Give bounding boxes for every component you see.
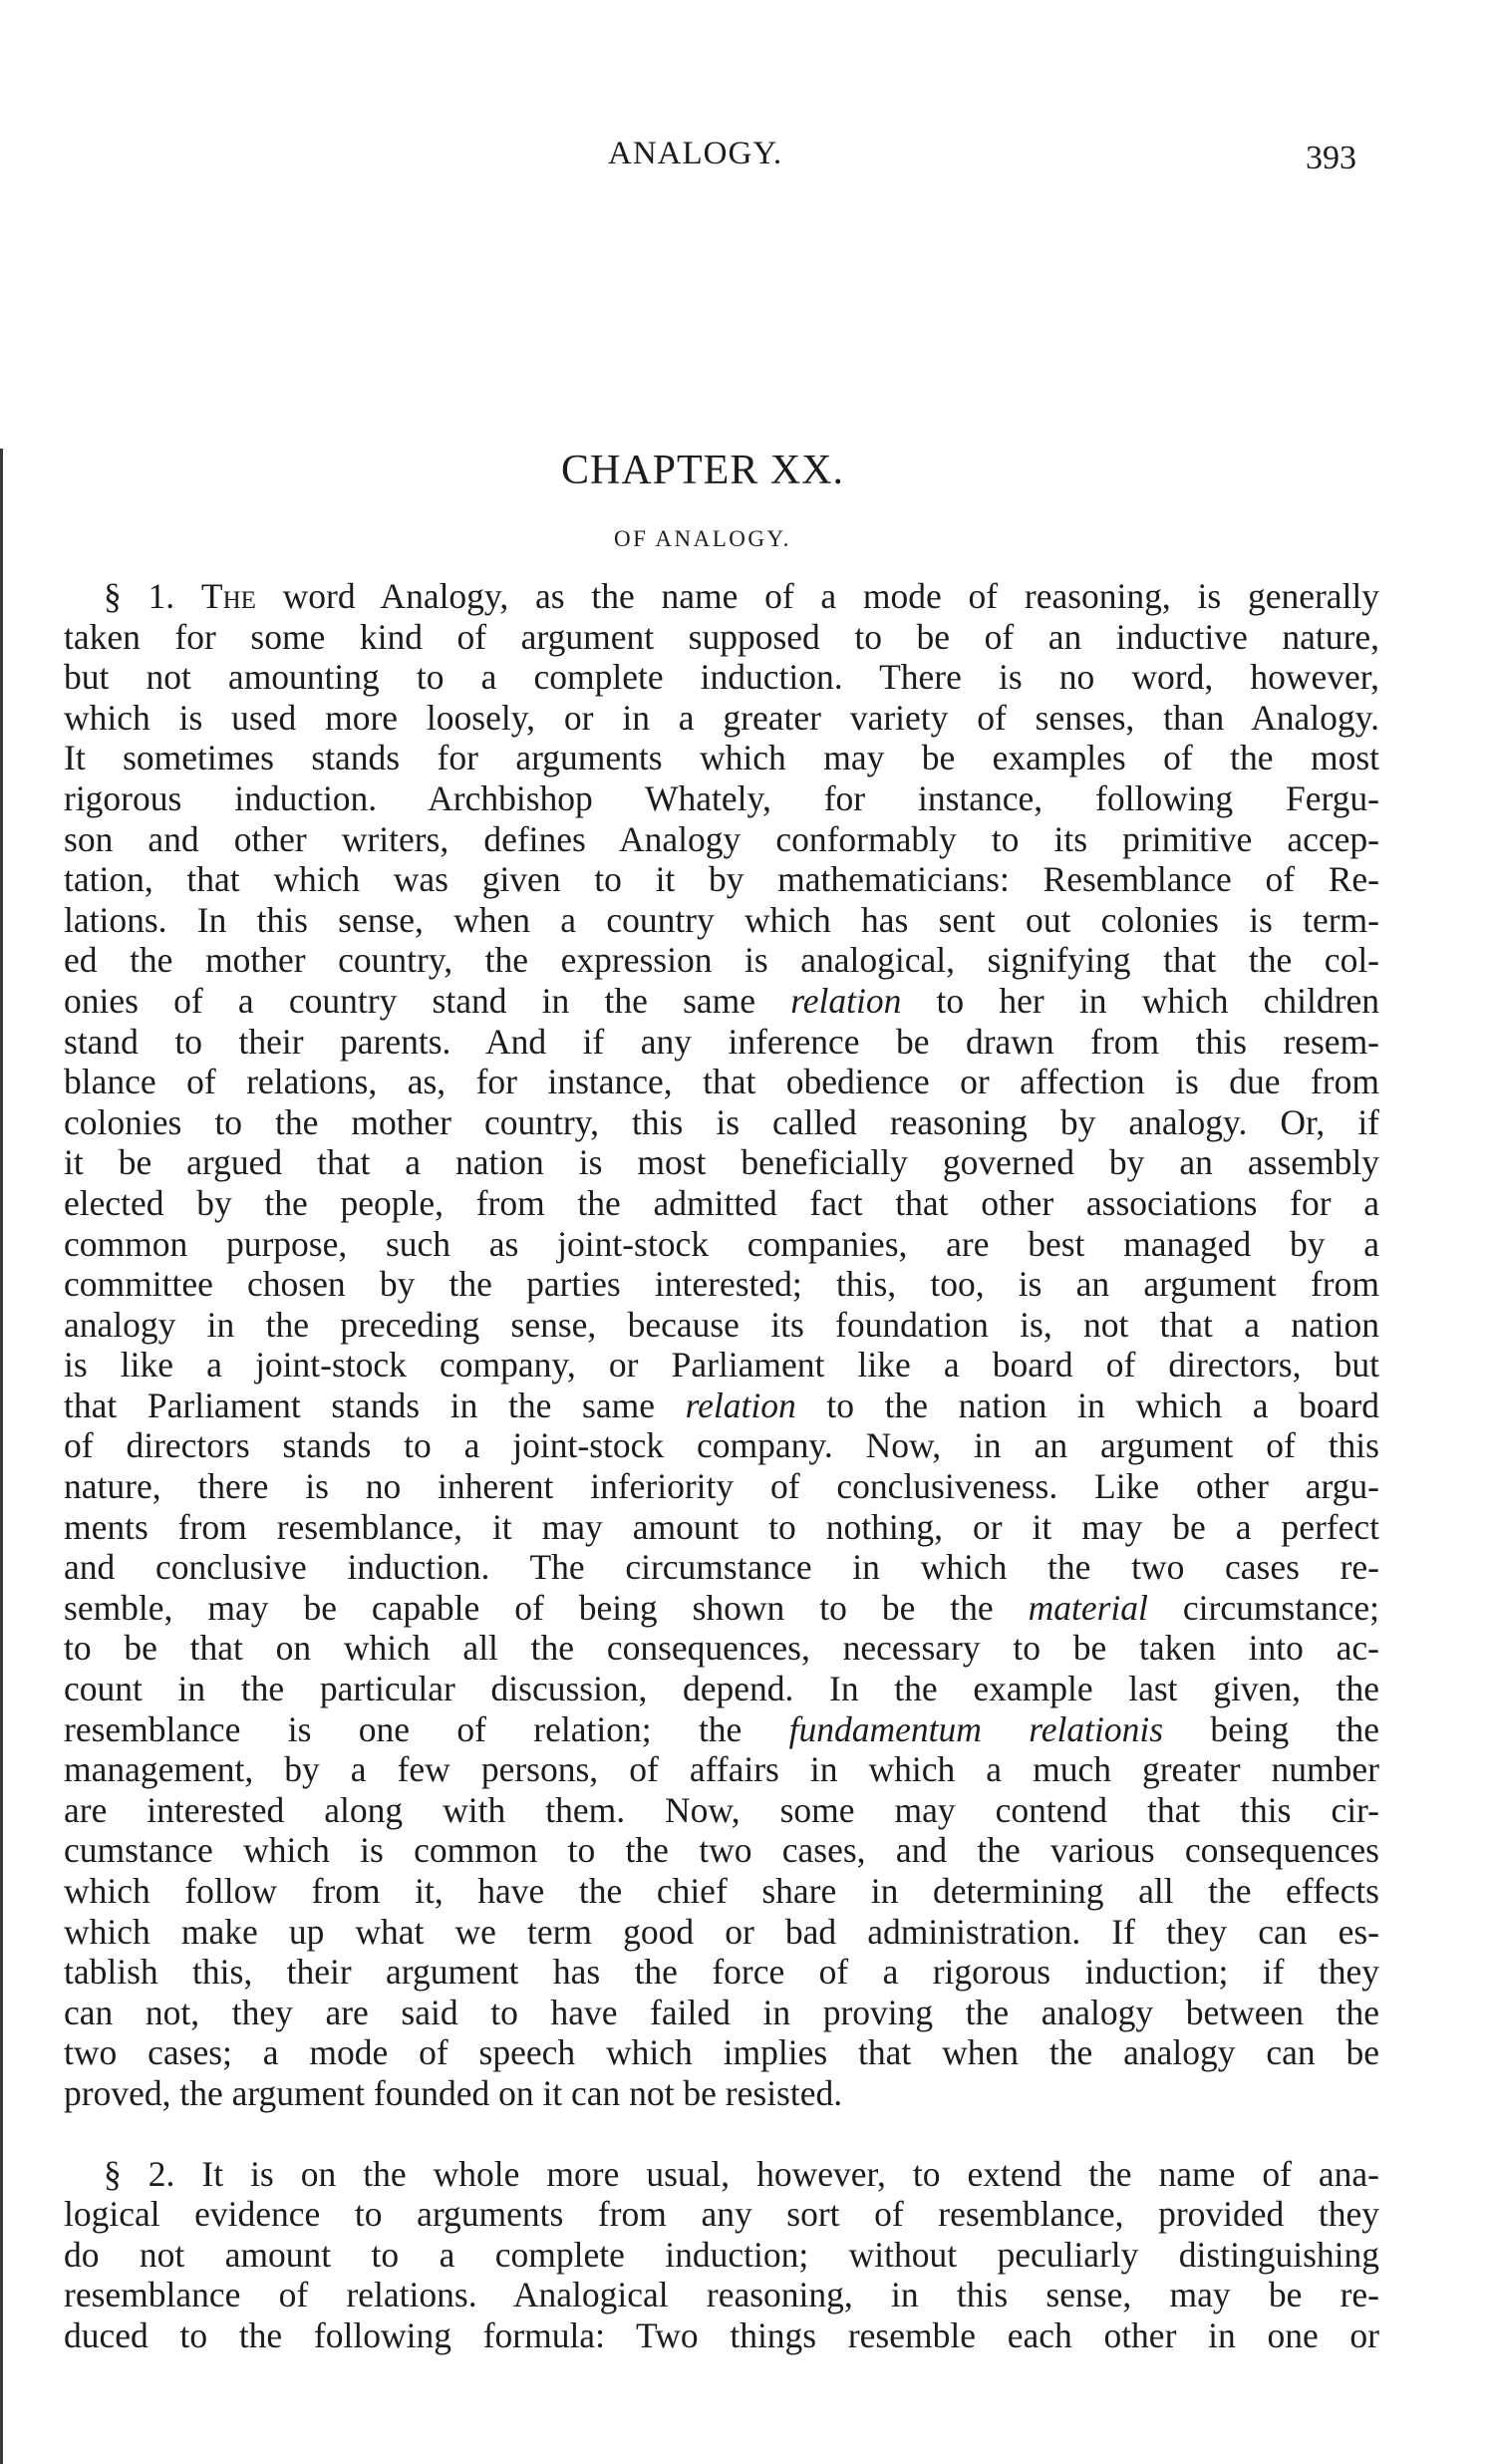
text-line: logical evidence to arguments from any sort of resemblance, provided they [64,2194,1379,2235]
text-line: which make up what we term good or bad administration. If they can es- [64,1911,1379,1952]
text-line: duced to the following formula: Two things resemble each other in one or [64,2314,1379,2355]
text-line: elected by the people, from the admitted fact that other associations for a [64,1182,1379,1223]
text-line: analogy in the preceding sense, because its foundation is, not that a nation [64,1304,1379,1345]
text-line: stand to their parents. And if any inference be drawn from this resem- [64,1021,1379,1062]
text-line: which follow from it, have the chief share in determining all the effects [64,1871,1379,1911]
text-line: are interested along with them. Now, some may contend that this cir- [64,1789,1379,1830]
chapter-subtitle: OF ANALOGY. [614,526,791,551]
text-line: onies of a country stand in the same relation to her in which children [64,980,1379,1021]
text-line: proved, the argument founded on it can not be resisted. [64,2072,843,2113]
text-line: resemblance is one of relation; the fundamentum relationis being the [64,1708,1380,1749]
page-number: 393 [1306,140,1356,176]
text-line: can not, they are said to have failed in proving the analogy between the [64,1992,1379,2032]
paragraph-gap [64,2114,1379,2154]
text-line: two cases; a mode of speech which implies that when the analogy can be [64,2032,1379,2073]
running-head: ANALOGY. [608,136,783,171]
text-line: resemblance of relations. Analogical reasoning, in this sense, may be re- [64,2275,1379,2315]
italic-term: fundamentum relationis [788,1708,1164,1749]
text-line: colonies to the mother country, this is called reasoning by analogy. Or, if [64,1101,1379,1142]
text-line: taken for some kind of argument supposed to be of an inductive nature, [64,616,1379,657]
text-line: rigorous induction. Archbishop Whately, for instance, following Fergu- [64,777,1379,818]
italic-term: material [1028,1587,1148,1628]
section-mark: § 1. [104,576,175,616]
paragraph-section-1 [64,576,1379,2114]
text-line: count in the particular discussion, depend. In the example last given, the [64,1669,1379,1709]
body-text [64,576,1379,2356]
text-line: ments from resemblance, it may amount to nothing, or it may be a perfect [64,1506,1379,1547]
text-line: tation, that which was given to it by mathematicians: Resemblance of Re- [64,859,1379,900]
italic-term: relation [790,980,902,1021]
text-line: common purpose, such as joint-stock companies, are best managed by a [64,1223,1379,1264]
text-line: § 1. The word Analogy, as the name of a mode of reasoning, is generally [104,576,1380,616]
paragraph-section-2 [64,2154,1379,2356]
text-line: do not amount to a complete induction; without peculiarly distinguishing [64,2234,1379,2275]
text-line: cumstance which is common to the two cases, and the various consequences [64,1830,1379,1871]
text-line: semble, may be capable of being shown to be the material circumstance; [64,1587,1379,1628]
text-line: but not amounting to a complete induction. There is no word, however, [64,657,1379,698]
chapter-title: CHAPTER XX. [560,448,845,493]
text-line: committee chosen by the parties interested; this, too, is an argument from [64,1264,1379,1305]
text-line: is like a joint-stock company, or Parliament like a board of directors, but [64,1345,1379,1386]
text-line: of directors stands to a joint-stock company. Now, in an argument of this [64,1425,1379,1466]
text-line: blance of relations, as, for instance, that obedience or affection is due from [64,1062,1379,1102]
text-line: and conclusive induction. The circumstance in which the two cases re- [64,1547,1379,1588]
text-line: to be that on which all the consequences, necessary to be taken into ac- [64,1628,1379,1669]
text-line: it be argued that a nation is most beneficially governed by an assembly [64,1142,1379,1183]
text-line: tablish this, their argument has the force of a rigorous induction; if they [64,1952,1379,1993]
text-line: ed the mother country, the expression is analogical, signifying that the col- [64,940,1379,981]
text-line: management, by a few persons, of affairs in which a much greater number [64,1749,1379,1790]
text-line: that Parliament stands in the same relation to the nation in which a board [64,1385,1379,1425]
text-line: son and other writers, defines Analogy conformably to its primitive accep- [64,818,1379,859]
text-line: § 2. It is on the whole more usual, however, to extend the name of ana- [104,2153,1379,2194]
text-line: lations. In this sense, when a country which has sent out colonies is term- [64,899,1379,940]
text-line: which is used more loosely, or in a greater variety of senses, than Analogy. [64,697,1379,738]
page-edge-shadow [0,449,3,2464]
text-line: It sometimes stands for arguments which may be examples of the most [64,738,1379,778]
italic-term: relation [685,1385,796,1425]
text-line: nature, there is no inherent inferiority of conclusiveness. Like other argu- [64,1466,1379,1507]
drop-word: The [200,576,256,616]
